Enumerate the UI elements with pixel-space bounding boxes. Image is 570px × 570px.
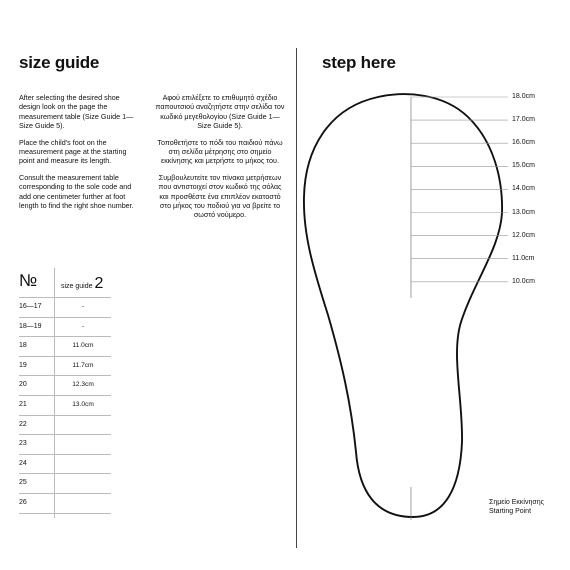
step-here-title: step here	[322, 53, 396, 72]
greek-paragraph-1: Αφού επιλέξετε το επιθυμητό σχέδιο παπουτσιού αναζητήστε στην σελίδα τον κωδικό μεγεθολογίου (Size Guide 1—Size Guide 5).	[155, 93, 285, 131]
table-cell-size: 16—17	[19, 303, 42, 310]
table-cell-length: 11.0cm	[72, 342, 94, 350]
ruler-tick-label: 11.0cm	[512, 254, 535, 262]
english-paragraph-3: Consult the measurement table corresponding to the sole code and add one centimeter further at foot length to find the right shoe number.	[19, 172, 134, 211]
ruler-tick-label: 18.0cm	[512, 93, 535, 100]
starting-point-label-greek: Σημείο Εκκίνησης	[489, 499, 544, 506]
table-cell-length: -	[81, 303, 85, 310]
table-header-number: №	[19, 271, 38, 290]
table-cell-size: 24	[19, 459, 27, 467]
table-cell-size: 20	[19, 381, 27, 389]
greek-paragraph-2: Τοποθετήστε το πόδι του παιδιού πάνω στη σελίδα μέτρησης στο σημείο εκκίνησης και μετρήστε το μήκος του.	[157, 137, 283, 166]
english-paragraph-1: After selecting the desired shoe design look on the page the measurement table (Size Guide 1—Size Guide 5).	[19, 93, 134, 131]
greek-paragraph-3: Συμβουλευτείτε τον πίνακα μετρήσεων που αντιστοιχεί στον κωδικό της σόλας και προσθέστε ένα επιπλέον εκατοστό στο μήκος του ποδιού για να βρείτε το σωστό νούμερο.	[158, 172, 282, 220]
table-cell-length: 11.7cm	[72, 361, 94, 369]
table-cell-size: 18	[19, 342, 27, 350]
english-paragraph-2: Place the child's foot on the measurement page at the starting point and measure its length.	[19, 137, 127, 166]
ruler-tick-label: 12.0cm	[512, 231, 535, 239]
size-guide-title: size guide	[19, 53, 100, 72]
table-cell-length: -	[81, 322, 85, 330]
ruler-tick-label: 10.0cm	[512, 277, 535, 285]
ruler-tick-label: 15.0cm	[512, 162, 535, 170]
starting-point-label-english: Starting Point	[489, 508, 532, 515]
foot-outline	[304, 94, 502, 517]
table-cell-size: 19	[19, 361, 27, 369]
table-cell-size: 26	[19, 499, 27, 506]
ruler-tick-label: 16.0cm	[512, 139, 535, 147]
table-header-size-guide-number: 2	[94, 275, 104, 292]
table-cell-size: 18—19	[19, 322, 42, 330]
ruler-tick-label: 14.0cm	[512, 185, 535, 193]
table-cell-length: 12.3cm	[72, 381, 94, 389]
table-cell-size: 21	[19, 401, 27, 408]
table-cell-length: 13.0cm	[72, 401, 94, 408]
starting-point-label	[489, 498, 544, 516]
table-header-size-guide-label: size guide	[61, 283, 93, 290]
ruler-tick-label: 13.0cm	[512, 208, 535, 216]
table-cell-size: 25	[19, 479, 27, 487]
ruler-tick-label: 17.0cm	[512, 116, 535, 124]
table-cell-size: 23	[19, 440, 27, 448]
table-cell-size: 22	[19, 420, 27, 428]
